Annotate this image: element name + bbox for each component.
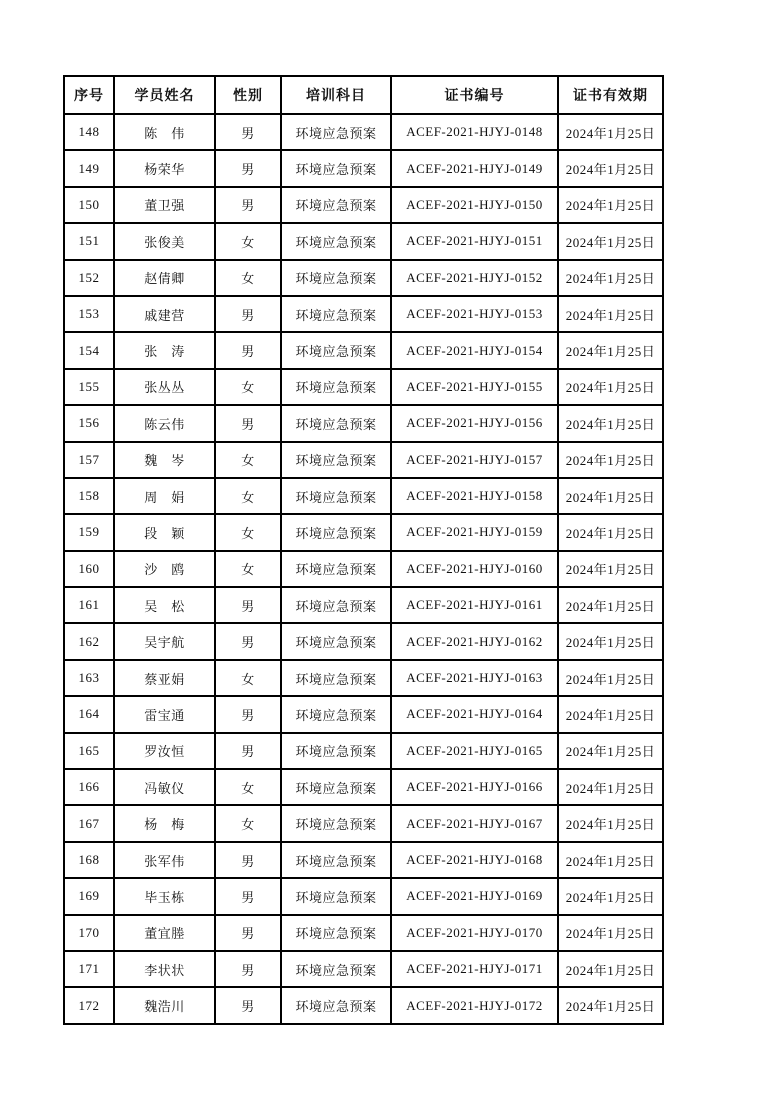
cell-validity: 2024年1月25日 [558,660,663,696]
cell-validity: 2024年1月25日 [558,114,663,150]
table-row [64,150,663,186]
table-row [64,805,663,841]
cell-validity: 2024年1月25日 [558,260,663,296]
cell-subject: 环境应急预案 [281,260,391,296]
cell-validity: 2024年1月25日 [558,296,663,332]
cell-serial: 171 [64,951,114,987]
header-student-name: 学员姓名 [114,76,215,114]
cell-gender: 女 [215,805,281,841]
cell-validity: 2024年1月25日 [558,842,663,878]
cell-subject: 环境应急预案 [281,987,391,1023]
cell-serial: 153 [64,296,114,332]
table-row [64,369,663,405]
table-body [64,114,663,1024]
table-row [64,114,663,150]
cell-student-name: 陈云伟 [114,405,215,441]
cell-serial: 160 [64,551,114,587]
table-row [64,769,663,805]
cell-serial: 154 [64,332,114,368]
table-row [64,915,663,951]
cell-subject: 环境应急预案 [281,587,391,623]
cell-gender: 男 [215,842,281,878]
table-row [64,187,663,223]
cell-gender: 女 [215,223,281,259]
cell-student-name: 段 颖 [114,514,215,550]
cell-subject: 环境应急预案 [281,514,391,550]
cell-subject: 环境应急预案 [281,623,391,659]
header-gender: 性别 [215,76,281,114]
cell-gender: 男 [215,332,281,368]
table-row [64,660,663,696]
cell-student-name: 吴宇航 [114,623,215,659]
cell-cert-number: ACEF-2021-HJYJ-0148 [391,114,558,150]
cell-subject: 环境应急预案 [281,296,391,332]
table-row [64,587,663,623]
cell-validity: 2024年1月25日 [558,150,663,186]
cell-cert-number: ACEF-2021-HJYJ-0156 [391,405,558,441]
cell-subject: 环境应急预案 [281,187,391,223]
cell-cert-number: ACEF-2021-HJYJ-0169 [391,878,558,914]
cell-serial: 157 [64,442,114,478]
cell-subject: 环境应急预案 [281,478,391,514]
cell-validity: 2024年1月25日 [558,514,663,550]
table-row [64,696,663,732]
cell-cert-number: ACEF-2021-HJYJ-0161 [391,587,558,623]
cell-cert-number: ACEF-2021-HJYJ-0150 [391,187,558,223]
cell-serial: 168 [64,842,114,878]
cell-validity: 2024年1月25日 [558,805,663,841]
table-row [64,623,663,659]
cell-gender: 女 [215,660,281,696]
cell-subject: 环境应急预案 [281,150,391,186]
cell-subject: 环境应急预案 [281,878,391,914]
cell-cert-number: ACEF-2021-HJYJ-0157 [391,442,558,478]
cell-validity: 2024年1月25日 [558,769,663,805]
cell-serial: 166 [64,769,114,805]
cell-gender: 男 [215,187,281,223]
cell-validity: 2024年1月25日 [558,187,663,223]
table-row [64,260,663,296]
cell-cert-number: ACEF-2021-HJYJ-0171 [391,951,558,987]
cell-serial: 161 [64,587,114,623]
table-header-row [64,76,663,114]
cell-subject: 环境应急预案 [281,951,391,987]
cell-gender: 女 [215,551,281,587]
cell-student-name: 魏浩川 [114,987,215,1023]
cell-student-name: 杨 梅 [114,805,215,841]
cell-subject: 环境应急预案 [281,114,391,150]
table-row [64,478,663,514]
cell-cert-number: ACEF-2021-HJYJ-0166 [391,769,558,805]
cell-serial: 169 [64,878,114,914]
cell-subject: 环境应急预案 [281,696,391,732]
header-cert-number: 证书编号 [391,76,558,114]
cell-cert-number: ACEF-2021-HJYJ-0168 [391,842,558,878]
cell-serial: 152 [64,260,114,296]
table-row [64,223,663,259]
cell-gender: 女 [215,769,281,805]
cell-student-name: 毕玉栋 [114,878,215,914]
cell-subject: 环境应急预案 [281,369,391,405]
cell-gender: 女 [215,260,281,296]
table-row [64,332,663,368]
cell-cert-number: ACEF-2021-HJYJ-0159 [391,514,558,550]
table-row [64,551,663,587]
cell-cert-number: ACEF-2021-HJYJ-0164 [391,696,558,732]
cell-cert-number: ACEF-2021-HJYJ-0155 [391,369,558,405]
cell-subject: 环境应急预案 [281,223,391,259]
cell-student-name: 冯敏仪 [114,769,215,805]
cell-gender: 女 [215,369,281,405]
cell-serial: 159 [64,514,114,550]
cell-gender: 男 [215,587,281,623]
header-subject: 培训科目 [281,76,391,114]
cell-validity: 2024年1月25日 [558,951,663,987]
cell-cert-number: ACEF-2021-HJYJ-0151 [391,223,558,259]
cell-serial: 158 [64,478,114,514]
cell-serial: 163 [64,660,114,696]
cell-student-name: 沙 鸥 [114,551,215,587]
cell-cert-number: ACEF-2021-HJYJ-0152 [391,260,558,296]
cell-student-name: 戚建营 [114,296,215,332]
cell-validity: 2024年1月25日 [558,223,663,259]
cell-student-name: 张 涛 [114,332,215,368]
cell-student-name: 周 娟 [114,478,215,514]
cell-validity: 2024年1月25日 [558,332,663,368]
cell-subject: 环境应急预案 [281,915,391,951]
cell-gender: 男 [215,733,281,769]
cell-subject: 环境应急预案 [281,769,391,805]
cell-gender: 男 [215,114,281,150]
cell-subject: 环境应急预案 [281,405,391,441]
cell-student-name: 董宜塍 [114,915,215,951]
cell-student-name: 张丛丛 [114,369,215,405]
header-validity: 证书有效期 [558,76,663,114]
cell-subject: 环境应急预案 [281,332,391,368]
cell-student-name: 魏 岑 [114,442,215,478]
cell-student-name: 陈 伟 [114,114,215,150]
cell-gender: 男 [215,915,281,951]
cell-serial: 164 [64,696,114,732]
table-row [64,987,663,1023]
cell-validity: 2024年1月25日 [558,369,663,405]
cell-gender: 女 [215,442,281,478]
cell-gender: 男 [215,296,281,332]
table-row [64,951,663,987]
cell-validity: 2024年1月25日 [558,878,663,914]
cell-validity: 2024年1月25日 [558,405,663,441]
cell-cert-number: ACEF-2021-HJYJ-0149 [391,150,558,186]
cell-validity: 2024年1月25日 [558,442,663,478]
cell-subject: 环境应急预案 [281,733,391,769]
cell-gender: 男 [215,405,281,441]
cell-subject: 环境应急预案 [281,442,391,478]
cell-validity: 2024年1月25日 [558,915,663,951]
cell-cert-number: ACEF-2021-HJYJ-0153 [391,296,558,332]
cell-subject: 环境应急预案 [281,805,391,841]
cell-serial: 162 [64,623,114,659]
cell-student-name: 蔡亚娟 [114,660,215,696]
cell-subject: 环境应急预案 [281,660,391,696]
cell-cert-number: ACEF-2021-HJYJ-0160 [391,551,558,587]
cell-cert-number: ACEF-2021-HJYJ-0172 [391,987,558,1023]
cell-student-name: 张俊美 [114,223,215,259]
table-row [64,733,663,769]
cell-gender: 男 [215,696,281,732]
cell-gender: 男 [215,878,281,914]
header-serial: 序号 [64,76,114,114]
cell-serial: 165 [64,733,114,769]
cell-student-name: 张军伟 [114,842,215,878]
cell-gender: 女 [215,514,281,550]
cell-validity: 2024年1月25日 [558,733,663,769]
cell-serial: 150 [64,187,114,223]
certificate-table [63,75,664,1025]
cell-student-name: 杨荣华 [114,150,215,186]
cell-serial: 172 [64,987,114,1023]
cell-cert-number: ACEF-2021-HJYJ-0163 [391,660,558,696]
cell-validity: 2024年1月25日 [558,551,663,587]
table-row [64,514,663,550]
cell-student-name: 董卫强 [114,187,215,223]
cell-subject: 环境应急预案 [281,842,391,878]
cell-cert-number: ACEF-2021-HJYJ-0158 [391,478,558,514]
cell-serial: 155 [64,369,114,405]
cell-subject: 环境应急预案 [281,551,391,587]
cell-serial: 148 [64,114,114,150]
table-row [64,842,663,878]
cell-validity: 2024年1月25日 [558,587,663,623]
table-row [64,442,663,478]
cell-cert-number: ACEF-2021-HJYJ-0170 [391,915,558,951]
cell-cert-number: ACEF-2021-HJYJ-0165 [391,733,558,769]
cell-validity: 2024年1月25日 [558,987,663,1023]
cell-cert-number: ACEF-2021-HJYJ-0162 [391,623,558,659]
cell-cert-number: ACEF-2021-HJYJ-0167 [391,805,558,841]
cell-student-name: 赵倩卿 [114,260,215,296]
cell-serial: 170 [64,915,114,951]
cell-serial: 151 [64,223,114,259]
cell-validity: 2024年1月25日 [558,478,663,514]
cell-gender: 男 [215,623,281,659]
cell-validity: 2024年1月25日 [558,623,663,659]
table-row [64,405,663,441]
cell-serial: 167 [64,805,114,841]
cell-gender: 男 [215,987,281,1023]
cell-student-name: 吴 松 [114,587,215,623]
cell-cert-number: ACEF-2021-HJYJ-0154 [391,332,558,368]
cell-student-name: 罗汝恒 [114,733,215,769]
cell-student-name: 李状状 [114,951,215,987]
cell-gender: 男 [215,951,281,987]
cell-gender: 男 [215,150,281,186]
table-row [64,296,663,332]
table-row [64,878,663,914]
cell-student-name: 雷宝通 [114,696,215,732]
cell-validity: 2024年1月25日 [558,696,663,732]
cell-serial: 149 [64,150,114,186]
cell-serial: 156 [64,405,114,441]
cell-gender: 女 [215,478,281,514]
